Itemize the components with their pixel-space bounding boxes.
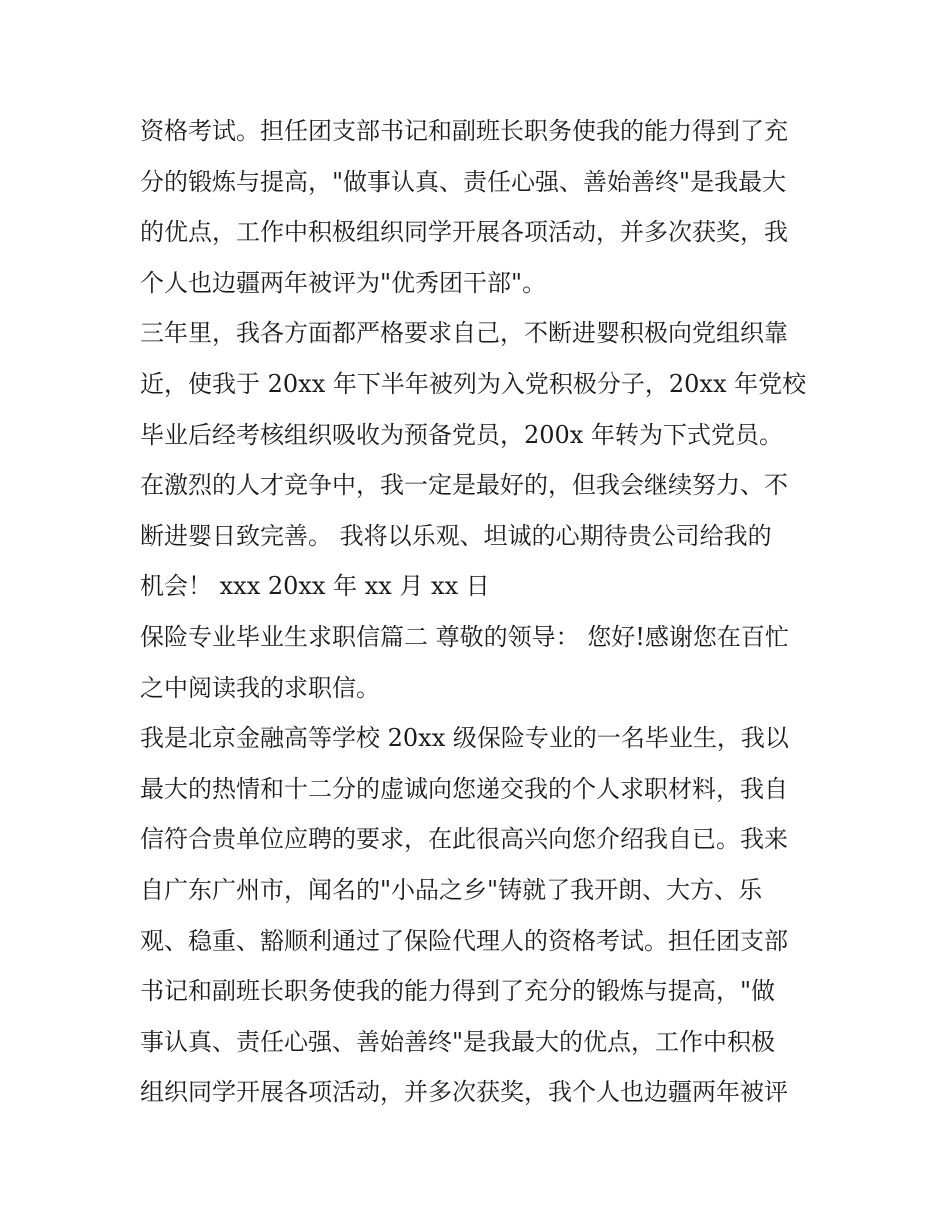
- text-line-17: 观、稳重、豁顺利通过了保险代理人的资格考试。担任团支部: [140, 926, 788, 955]
- body-text: [140, 106, 820, 1118]
- text-line-2: 分的锻炼与提高，"做事认真、责任心强、善始善终"是我最大: [140, 167, 787, 196]
- text-line-6: 近，使我于 20xx 年下半年被列为入党积极分子，20xx 年党校: [140, 369, 807, 398]
- text-line-3: 的优点，工作中积极组织同学开展各项活动，并多次获奖，我: [140, 218, 788, 247]
- text-line-16: 自广东广州市，闻名的"小品之乡"铸就了我开朗、大方、乐: [140, 875, 763, 904]
- text-line-20: 组织同学开展各项活动，并多次获奖，我个人也边疆两年被评: [140, 1078, 788, 1107]
- text-line-1: 资格考试。担任团支部书记和副班长职务使我的能力得到了充: [140, 117, 788, 145]
- text-line-9: 断进婴日致完善。 我将以乐观、坦诚的心期待贵公司给我的: [140, 521, 772, 550]
- text-line-5: 三年里，我各方面都严格要求自己，不断进婴积极向党组织靠: [140, 319, 788, 348]
- text-line-18: 书记和副班长职务使我的能力得到了充分的锻炼与提高，"做: [140, 977, 776, 1006]
- text-line-15: 信符合贵单位应聘的要求，在此很高兴向您介绍我自已。我来: [140, 825, 788, 854]
- text-line-13: 我是北京金融高等学校 20xx 级保险专业的一名毕业生，我以: [140, 724, 789, 753]
- text-line-4: 个人也边疆两年被评为"优秀团干部"。: [140, 268, 547, 297]
- text-line-7: 毕业后经考核组织吸收为预备党员，200x 年转为下式党员。: [140, 420, 783, 449]
- text-line-10: 机会！ xxx 20xx 年 xx 月 xx 日: [140, 572, 490, 601]
- text-line-19: 事认真、责任心强、善始善终"是我最大的优点，工作中积极: [140, 1027, 776, 1056]
- text-line-11: 保险专业毕业生求职信篇二 尊敬的领导： 您好!感谢您在百忙: [140, 622, 789, 651]
- text-line-14: 最大的热情和十二分的虚诚向您递交我的个人求职材料，我自: [140, 774, 788, 803]
- text-line-12: 之中阅读我的求职信。: [140, 673, 380, 702]
- text-line-8: 在激烈的人才竞争中，我一定是最好的，但我会继续努力、不: [140, 471, 788, 500]
